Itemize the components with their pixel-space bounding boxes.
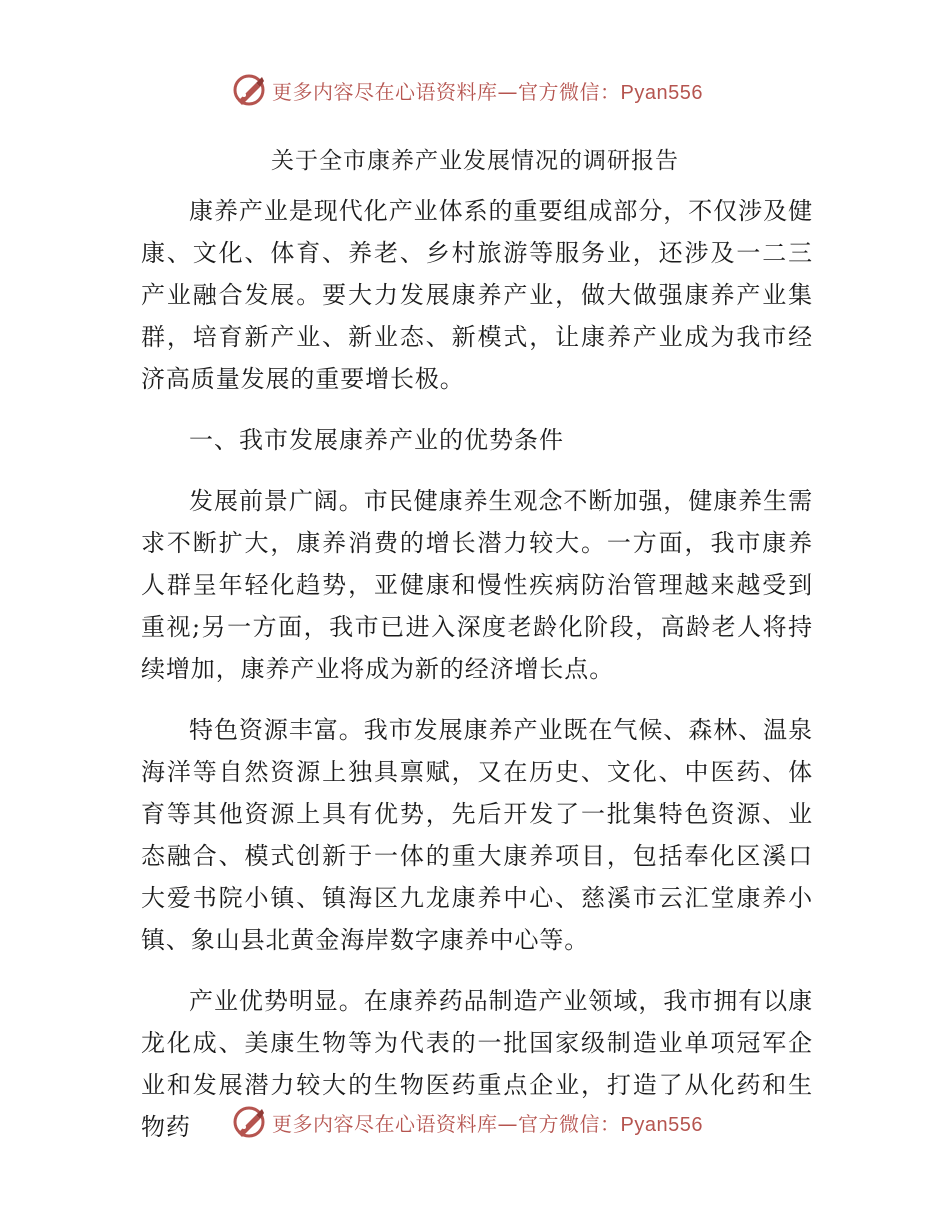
watermark-text: 更多内容尽在心语资料库—官方微信：Pyan556 bbox=[272, 79, 703, 104]
wechat-id: Pyan556 bbox=[620, 81, 703, 104]
paragraph-resources: 特色资源丰富。我市发展康养产业既在气候、森林、温泉海洋等自然资源上独具禀赋，又在历史、文化、中医药、体育等其他资源上具有优势，先后开发了一批集特色资源、业态融合、模式创新于一体的重大康养项目，包括奉化区溪口大爱书院小镇、镇海区九龙康养中心、慈溪市云汇堂康养小镇、象山县北黄金海岸数字康养中心等。 bbox=[141, 716, 813, 954]
document-body bbox=[141, 190, 813, 1167]
paragraph-intro: 康养产业是现代化产业体系的重要组成部分，不仅涉及健康、文化、体育、养老、乡村旅游等服务业，还涉及一二三产业融合发展。要大力发展康养产业，做大做强康养产业集群，培育新产业、新业态、新模式，让康养产业成为我市经济高质量发展的重要增长极。 bbox=[141, 197, 813, 393]
section-heading: 一、我市发展康养产业的优势条件 bbox=[189, 426, 564, 454]
document-title: 关于全市康养产业发展情况的调研报告 bbox=[271, 148, 679, 174]
watermark-banner-top bbox=[232, 70, 732, 110]
paragraph-prospects: 发展前景广阔。市民健康养生观念不断加强，健康养生需求不断扩大，康养消费的增长潜力较大。一方面，我市康养人群呈年轻化趋势，亚健康和慢性疾病防治管理越来越受到重视;另一方面，我市已进入深度老龄化阶段，高龄老人将持续增加，康养产业将成为新的经济增长点。 bbox=[141, 487, 813, 683]
pen-logo-icon bbox=[232, 73, 266, 107]
pen-logo-icon bbox=[232, 1105, 266, 1139]
watermark-banner-bottom bbox=[232, 1102, 732, 1142]
wechat-id: Pyan556 bbox=[620, 1113, 703, 1136]
watermark-text: 更多内容尽在心语资料库—官方微信：Pyan556 bbox=[272, 1111, 703, 1136]
paragraph-industry: 产业优势明显。在康养药品制造产业领域，我市拥有以康龙化成、美康生物等为代表的一批国家级制造业单项冠军企业和发展潜力较大的生物医药重点企业，打造了从化药和生物药 bbox=[141, 987, 813, 1141]
